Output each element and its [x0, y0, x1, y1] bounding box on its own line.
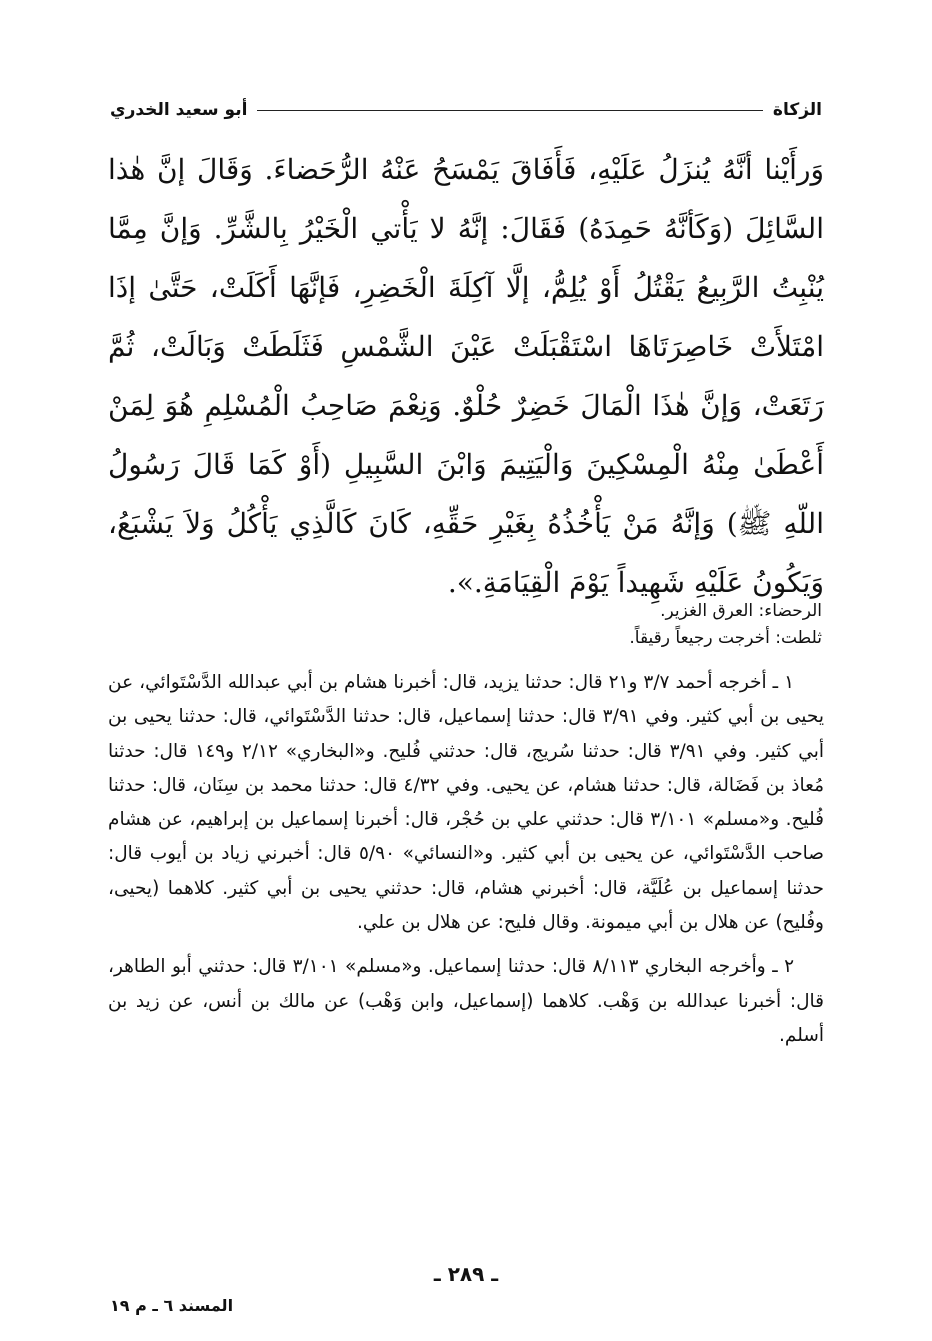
footnotes — [108, 666, 824, 1053]
header-narrator: أبو سعيد الخدري — [110, 100, 248, 120]
glossary — [110, 598, 822, 652]
header-chapter: الزكاة — [772, 100, 822, 120]
volume-signature: المسند ٦ ـ م ١٩ — [110, 1296, 234, 1315]
header-rule — [257, 110, 762, 111]
hadith-paragraph: وَرأَيْنا أنَّهُ يُنزَلُ عَلَيْهِ، فَأَفَاقَ يَمْسَحُ عَنْهُ الرُّحَضاءَ. وَقَالَ إنَّ هٰذا السَّائِلَ (وَكَأنَّهُ حَمِدَهُ) فَقَالَ: إنَّهُ لا يَأْتي الْخَيْرُ بِالشَّرِّ. وَإنَّ مِمَّا يُنْبِتُ الرَّبِيعُ يَقْتُلُ أَوْ يُلِمُّ، إلَّا آكِلَةَ الْخَضِرِ، فَإنَّهَا أَكَلَتْ، حَتَّىٰ إذَا امْتَلأَتْ خَاصِرَتَاهَا اسْتَقْبَلَتْ عَيْنَ الشَّمْسِ فَثَلَطَتْ وَبَالَتْ، ثُمَّ رَتَعَتْ، وَإنَّ هٰذَا الْمَالَ خَضِرٌ حُلْوٌ. وَنِعْمَ صَاحِبُ الْمُسْلِمِ هُوَ لِمَنْ أَعْطَىٰ مِنْهُ الْمِسْكِينَ وَالْيَتِيمَ وَابْنَ السَّبِيلِ (أَوْ كَمَا قَالَ رَسُولُ اللّهِ ﷺ) وَإنَّهُ مَنْ يَأْخُذُهُ بِغَيْرِ حَقِّهِ، كَانَ كَالَّذِي يَأْكُلُ وَلاَ يَشْبَعُ، وَيَكُونُ عَلَيْهِ شَهِيداً يَوْمَ الْقِيَامَةِ.». — [108, 153, 824, 599]
footnote-1: ١ ـ أخرجه أحمد ٣/٧ و٢١ قال: حدثنا يزيد، قال: أخبرنا هشام بن أبي عبدالله الدَّسْتَوائي، عن يحيى بن أبي كثير. وفي ٣/٩١ قال: حدثنا إسماعيل، قال: حدثنا الدَّسْتَوائي، قال: حدثنا يحيى بن أبي كثير. وفي ٣/٩١ قال: حدثنا سُريج، قال: حدثني فُليح. و«البخاري» ٢/١٢ و١٤٩ قال: حدثنا مُعاذ بن فَضَالة، قال: حدثنا هشام، عن يحيى. وفي ٤/٣٢ قال: حدثنا محمد بن سِنَان، قال: حدثنا فُليح. و«مسلم» ٣/١٠١ قال: حدثني علي بن حُجْر، قال: أخبرنا إسماعيل بن إبراهيم، عن هشام صاحب الدَّسْتَوائي، عن يحيى بن أبي كثير. و«النسائي» ٥/٩٠ قال: أخبرني زياد بن أيوب قال: حدثنا إسماعيل بن عُلَيَّة، قال: أخبرني هشام، قال: حدثني يحيى بن أبي كثير. كلاهما (يحيى، وفُليح) عن هلال بن أبي ميمونة. وقال فليح: عن هلال بن علي. — [108, 672, 825, 934]
page-number: ـ ٢٨٩ ـ — [433, 1262, 499, 1286]
hadith-text — [108, 140, 824, 612]
footnote-2: ٢ ـ وأخرجه البخاري ٨/١١٣ قال: حدثنا إسماعيل. و«مسلم» ٣/١٠١ قال: حدثني أبو الطاهر، قال: أخبرنا عبدالله بن وَهْب. كلاهما (إسماعيل، وابن وَهْب) عن مالك بن أنس، عن زيد بن أسلم. — [108, 956, 824, 1046]
glossary-item: ثلطت: أخرجت رجيعاً رقيقاً. — [629, 628, 822, 648]
glossary-item: الرحضاء: العرق الغزير. — [660, 601, 822, 621]
running-header — [110, 98, 822, 122]
